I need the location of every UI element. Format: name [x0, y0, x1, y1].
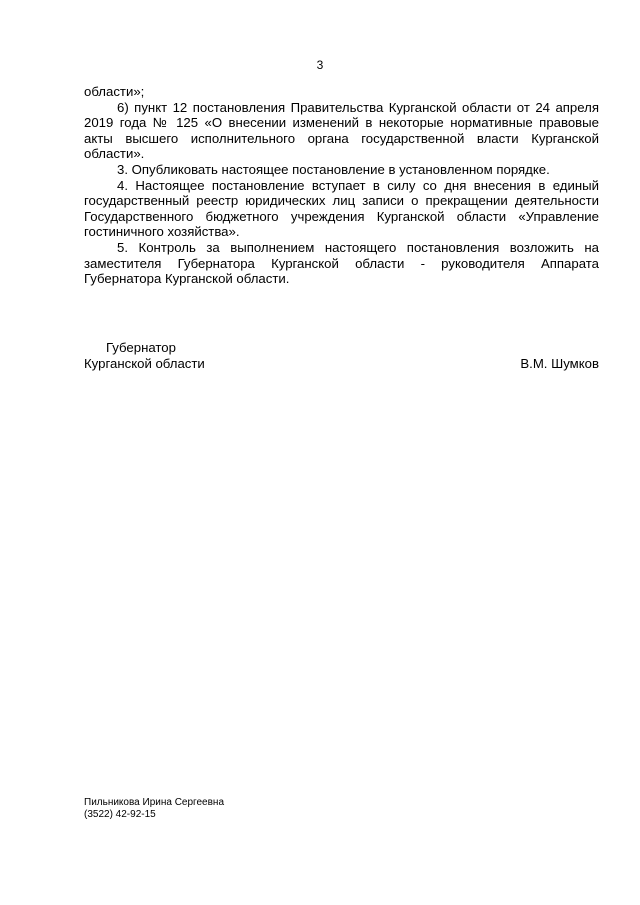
signatory-name: В.М. Шумков [520, 356, 599, 371]
paragraph-item-4: 4. Настоящее постановление вступает в силу со дня внесения в единый государственный реестр юридических лиц записи о прекращении деятельности Государственного бюджетного учреждения Курганской области «Управление гостиничного хозяйства». [84, 177, 599, 240]
paragraph-item-6: 6) пункт 12 постановления Правительства Курганской области от 24 апреля 2019 года № 125 «О внесении изменений в некоторые нормативные правовые акты высшего исполнительного органа государственной власти Курганской области». [84, 99, 599, 162]
executor-name: Пильникова Ирина Сергеевна [84, 797, 225, 808]
paragraph-item-3: 3. Опубликовать настоящее постановление в установленном порядке. [117, 161, 550, 177]
executor-footer [84, 797, 384, 821]
signature-row [84, 356, 599, 372]
signature-block [84, 340, 599, 372]
document-body [84, 84, 599, 287]
executor-phone: (3522) 42-92-15 [84, 809, 156, 820]
signature-position-title: Губернатор [106, 340, 176, 355]
paragraph-continuation: области»; [84, 84, 145, 99]
page-number: 3 [316, 58, 324, 72]
signature-position-region: Курганской области [84, 356, 205, 371]
paragraph-item-5: 5. Контроль за выполнением настоящего постановления возложить на заместителя Губернатора Курганской области - руководителя Аппарата Губернатора Курганской области. [84, 239, 599, 287]
